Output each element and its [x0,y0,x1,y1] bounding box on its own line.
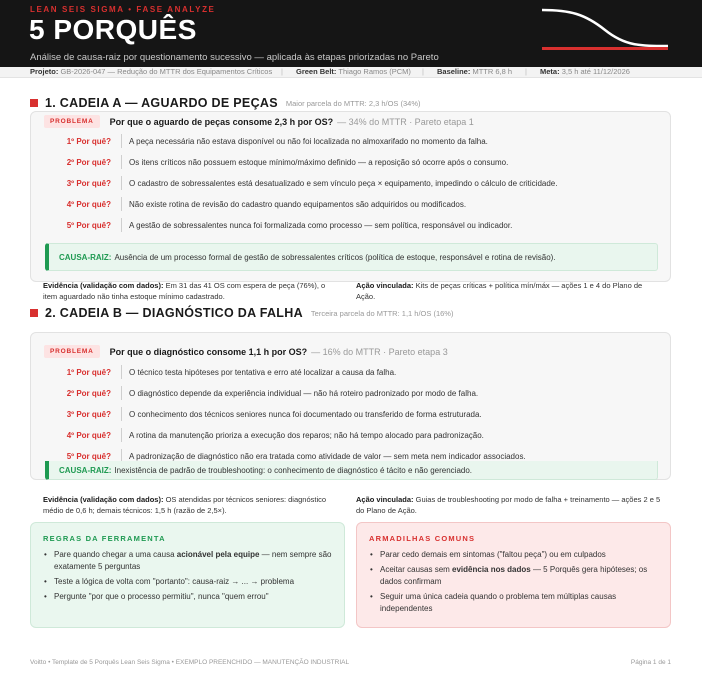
footer-text: Voitto • Template de 5 Porquês Lean Seis Sigma • EXEMPLO PREENCHIDO — MANUTENÇÃO INDUSTRIAL [30,659,350,666]
meta-separator: | [422,67,424,76]
pitfalls-title: ARMADILHAS COMUNS [369,534,476,543]
meta-projeto: Projeto: GB-2026-047 — Redução do MTTR dos Equipamentos Críticos [30,67,273,76]
chain-a-action: Ação vinculada: Kits de peças críticas + política mín/máx — ações 1 e 4 do Plano de Ação. [356,281,643,301]
chain-a-root-cause: CAUSA-RAIZ: Ausência de um processo formal de gestão de sobressalentes críticos (política de estoque, responsável e rotina de revisão). [45,243,658,271]
chain-b-evidence: Evidência (validação com dados): OS atendidas por técnicos seniores: diagnóstico médio de 0,6 h; demais técnicos: 1,5 h (razão de 2,5×). [43,495,327,515]
problem-question: Por que o aguardo de peças consome 2,3 h por OS? [109,116,334,127]
project-meta-strip [0,67,702,78]
decay-curve-line [542,10,668,46]
why-row: 1º Por quê? A peça necessária não estava disponível ou não foi localizada no almoxarifado no momento da falha. [61,134,488,148]
section-title-chain-b: 2. CADEIA B — DIAGNÓSTICO DA FALHA Terceira parcela do MTTR: 1,1 h/OS (16%) [30,306,453,320]
list-item: • Parar cedo demais em sintomas ("faltou peça") ou em culpados [369,549,659,561]
why-row: 3º Por quê? O cadastro de sobressalentes está desatualizado e sem vínculo peça × equipamento, impedindo o cálculo de criticidade. [61,176,557,190]
pitfalls-list [369,549,659,618]
problem-note: — 34% do MTTR · Pareto etapa 1 [337,116,474,127]
problem-tag: PROBLEMA [44,115,100,128]
why-row: 5º Por quê? A padronização de diagnóstico não era tratada como atividade de valor — sem meta nem indicador associados. [61,449,526,463]
section-title-chain-a: 1. CADEIA A — AGUARDO DE PEÇAS Maior parcela do MTTR: 2,3 h/OS (34%) [30,96,421,110]
list-item: • Pare quando chegar a uma causa acionável pela equipe — nem sempre são exatamente 5 perguntas [43,549,333,573]
section-marker-icon [30,309,38,317]
why-row: 5º Por quê? A gestão de sobressalentes nunca foi formalizada como processo — sem política, responsável ou indicador. [61,218,512,232]
meta-target: Meta: 3,5 h até 11/12/2026 [540,67,630,76]
chain-a-problem [44,115,474,128]
rules-box [30,522,345,628]
problem-tag: PROBLEMA [44,345,100,358]
meta-baseline: Baseline: MTTR 6,8 h [437,67,513,76]
list-item: • Teste a lógica de volta com "portanto": causa-raiz → ... → problema [43,576,333,588]
decay-curve-baseline [542,47,668,50]
why-row: 4º Por quê? Não existe rotina de revisão do cadastro quando equipamentos são adquiridos ou modificados. [61,197,466,211]
rules-list [43,549,333,606]
page-subtitle: Análise de causa-raiz por questionamento sucessivo — aplicada às etapas priorizadas no Pareto [30,52,439,63]
why-row: 1º Por quê? O técnico testa hipóteses por tentativa e erro até localizar a causa da falha. [61,365,396,379]
meta-separator: | [525,67,527,76]
meta-separator: | [281,67,283,76]
problem-question: Por que o diagnóstico consome 1,1 h por OS? [109,346,308,357]
section-marker-icon [30,99,38,107]
page-title: 5 PORQUÊS [29,14,197,45]
rules-title: REGRAS DA FERRAMENTA [43,534,166,543]
chain-b-card [30,332,671,480]
list-item: • Aceitar causas sem evidência nos dados — 5 Porquês gera hipóteses; os dados confirmam [369,564,659,588]
list-item: • Seguir uma única cadeia quando o problema tem múltiplas causas independentes [369,591,659,615]
why-row: 2º Por quê? O diagnóstico depende da experiência individual — não há roteiro padronizado por modo de falha. [61,386,478,400]
why-row: 2º Por quê? Os itens críticos não possuem estoque mínimo/máximo definido — a reposição só ocorre após o consumo. [61,155,508,169]
chain-b-problem [44,345,448,358]
pitfalls-box [356,522,671,628]
header-band [0,0,702,67]
page-number: Página 1 de 1 [630,659,671,666]
chain-b-action: Ação vinculada: Guias de troubleshooting por modo de falha + treinamento — ações 2 e 5 do Plano de Ação. [356,495,661,515]
chain-a-card [30,111,671,282]
why-row: 3º Por quê? O conhecimento dos técnicos seniores nunca foi documentado ou transferido de forma estruturada. [61,407,482,421]
list-item: • Pergunte "por que o processo permitiu", nunca "quem errou" [43,591,333,603]
decay-curve-graphic [540,6,670,54]
meta-green-belt: Green Belt: Thiago Ramos (PCM) [296,67,411,76]
chain-a-evidence: Evidência (validação com dados): Em 31 das 41 OS com espera de peça (76%), o item aguardado não tinha estoque mínimo cadastrado. [43,281,326,301]
chain-b-root-cause: CAUSA-RAIZ: Inexistência de padrão de troubleshooting: o conhecimento de diagnóstico é tácito e não gerenciado. [45,461,658,480]
problem-note: — 16% do MTTR · Pareto etapa 3 [311,346,448,357]
header-kicker: LEAN SEIS SIGMA • FASE ANALYZE [30,5,216,14]
page-footer [30,659,671,666]
why-row: 4º Por quê? A rotina da manutenção prioriza a execução dos reparos; não há tempo alocado para padronização. [61,428,484,442]
